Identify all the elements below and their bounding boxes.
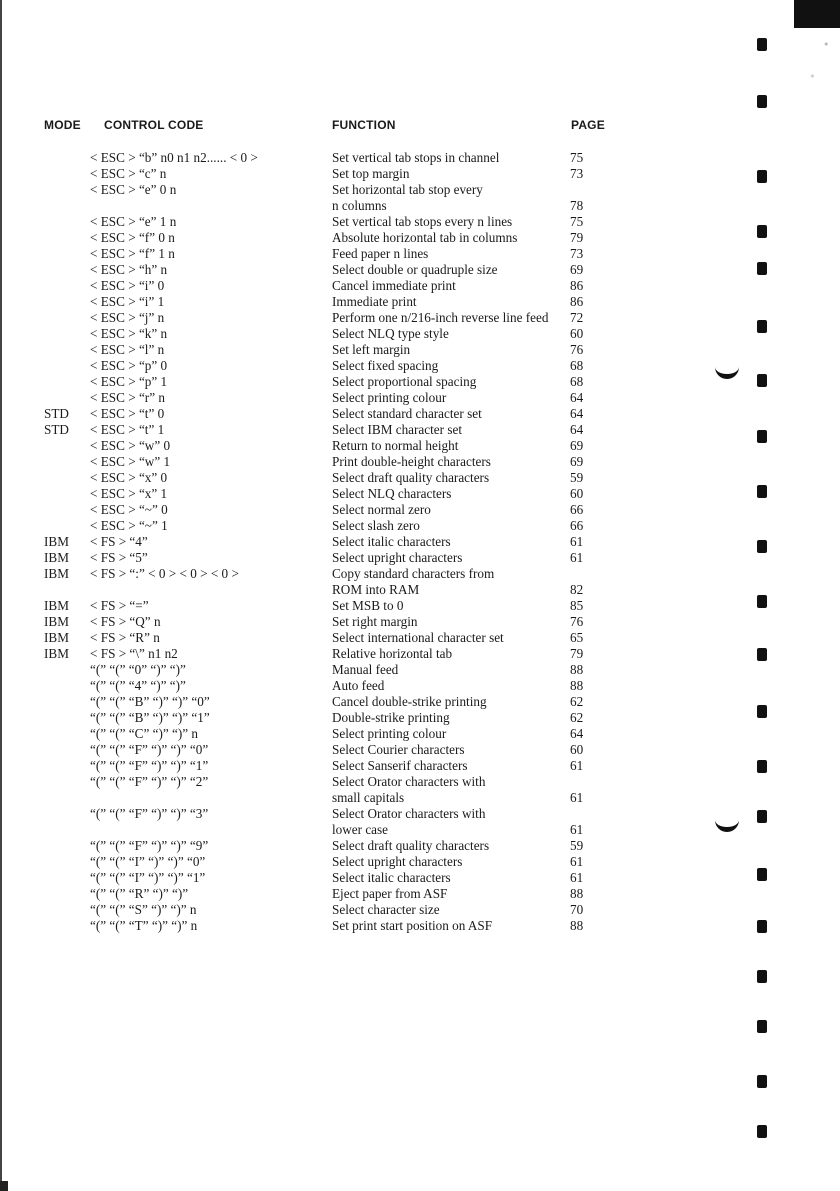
row-mode: STD <box>44 406 69 421</box>
row-function-line: Set top margin <box>332 166 410 181</box>
row-page: 61 <box>570 854 584 869</box>
row-function <box>332 166 409 182</box>
row-control-code: < ESC > “b” n0 n1 n2...... < 0 > <box>90 150 258 165</box>
row-page: 79 <box>570 646 584 661</box>
table-row <box>0 534 840 550</box>
row-function-line: Print double-height characters <box>332 454 491 469</box>
binder-hole <box>757 262 767 275</box>
row-page: 60 <box>570 486 584 501</box>
table-row <box>0 486 840 502</box>
row-function <box>332 534 451 550</box>
row-function <box>332 438 458 454</box>
row-function <box>332 342 410 358</box>
table-row <box>0 598 840 614</box>
row-mode: IBM <box>44 598 69 613</box>
row-function-line: lower case <box>332 822 389 837</box>
table-row <box>0 662 840 678</box>
binder-hole <box>757 38 767 51</box>
row-function-line: Select italic characters <box>332 534 451 549</box>
row-function <box>332 566 494 598</box>
row-function <box>332 550 462 566</box>
row-page: 72 <box>570 310 584 325</box>
row-function-line: Set MSB to 0 <box>332 598 404 613</box>
table-row <box>0 678 840 694</box>
table-row <box>0 742 840 758</box>
row-function <box>332 870 451 886</box>
row-control-code: < ESC > “c” n <box>90 166 167 181</box>
row-function <box>332 662 398 678</box>
row-control-code: “(” “(” “4” “)” “)” <box>90 678 186 693</box>
row-control-code: “(” “(” “R” “)” “)” <box>90 886 189 901</box>
row-function-line: Select draft quality characters <box>332 838 490 853</box>
row-mode: IBM <box>44 534 69 549</box>
row-function <box>332 694 487 710</box>
row-page: 66 <box>570 502 584 517</box>
row-function-line: Select proportional spacing <box>332 374 477 389</box>
row-function-line: Select draft quality characters <box>332 470 490 485</box>
row-function <box>332 710 450 726</box>
row-function-line: Return to normal height <box>332 438 459 453</box>
row-control-code: “(” “(” “I” “)” “)” “0” <box>90 854 206 869</box>
row-function <box>332 406 482 422</box>
row-page: 66 <box>570 518 584 533</box>
row-control-code: < ESC > “l” n <box>90 342 165 357</box>
row-function-line: Select normal zero <box>332 502 431 517</box>
row-function <box>332 758 467 774</box>
row-function <box>332 774 485 806</box>
table-row <box>0 294 840 310</box>
row-function-line: Select international character set <box>332 630 504 645</box>
row-function <box>332 646 452 662</box>
row-function <box>332 518 420 534</box>
binder-hole <box>757 320 767 333</box>
row-control-code: < ESC > “i” 0 <box>90 278 165 293</box>
row-page: 61 <box>570 758 584 773</box>
row-control-code: < ESC > “w” 1 <box>90 454 171 469</box>
table-row <box>0 470 840 486</box>
row-function-line: Select Orator characters with <box>332 774 486 789</box>
table-row <box>0 182 840 214</box>
row-mode: IBM <box>44 566 69 581</box>
header-control-code: CONTROL CODE <box>104 118 204 132</box>
row-page: 78 <box>570 198 584 213</box>
table-row <box>0 886 840 902</box>
row-function-line: Select character size <box>332 902 440 917</box>
row-function <box>332 470 489 486</box>
row-control-code: < ESC > “t” 0 <box>90 406 165 421</box>
row-control-code: < FS > “=” <box>90 598 149 613</box>
row-function-line: Immediate print <box>332 294 417 309</box>
row-page: 61 <box>570 550 584 565</box>
table-row <box>0 694 840 710</box>
table-row <box>0 358 840 374</box>
row-function <box>332 486 451 502</box>
table-row <box>0 374 840 390</box>
table-row <box>0 854 840 870</box>
row-control-code: < FS > “4” <box>90 534 148 549</box>
row-function-line: Select Courier characters <box>332 742 465 757</box>
binder-hole <box>757 1020 767 1033</box>
row-control-code: “(” “(” “F” “)” “)” “2” <box>90 774 209 789</box>
table-row <box>0 502 840 518</box>
binder-hole <box>757 540 767 553</box>
row-control-code: < ESC > “x” 1 <box>90 486 168 501</box>
table-row <box>0 422 840 438</box>
row-control-code: “(” “(” “C” “)” “)” n <box>90 726 198 741</box>
table-header <box>0 118 840 134</box>
row-function <box>332 598 403 614</box>
row-control-code: < FS > “R” n <box>90 630 160 645</box>
row-function-line: Select fixed spacing <box>332 358 439 373</box>
header-function: FUNCTION <box>332 118 396 132</box>
row-page: 62 <box>570 694 584 709</box>
row-page: 70 <box>570 902 584 917</box>
row-function-line: Select NLQ type style <box>332 326 449 341</box>
row-control-code: “(” “(” “0” “)” “)” <box>90 662 186 677</box>
row-function <box>332 806 485 838</box>
row-function <box>332 150 499 166</box>
control-code-table <box>0 150 840 934</box>
table-row <box>0 774 840 806</box>
row-function <box>332 182 483 214</box>
row-function-line: Select standard character set <box>332 406 482 421</box>
binder-hole <box>757 1125 767 1138</box>
binder-hole <box>757 485 767 498</box>
row-function <box>332 214 512 230</box>
table-row <box>0 150 840 166</box>
row-function-line: Set vertical tab stops in channel <box>332 150 500 165</box>
table-row <box>0 550 840 566</box>
row-function-line: Set horizontal tab stop every <box>332 182 483 197</box>
row-function-line: Absolute horizontal tab in columns <box>332 230 518 245</box>
row-mode: IBM <box>44 646 69 661</box>
row-page: 64 <box>570 406 584 421</box>
row-page: 82 <box>570 582 584 597</box>
binder-hole <box>757 374 767 387</box>
table-row <box>0 806 840 838</box>
row-control-code: < FS > “:” < 0 > < 0 > < 0 > <box>90 566 239 581</box>
row-control-code: < ESC > “k” n <box>90 326 168 341</box>
row-function-line: Select IBM character set <box>332 422 462 437</box>
table-row <box>0 246 840 262</box>
row-page: 88 <box>570 662 584 677</box>
table-row <box>0 342 840 358</box>
row-function-line: Select Orator characters with <box>332 806 486 821</box>
row-function <box>332 262 498 278</box>
row-function-line: Select upright characters <box>332 854 463 869</box>
row-page: 68 <box>570 358 584 373</box>
table-row <box>0 566 840 598</box>
row-function-line: Set left margin <box>332 342 411 357</box>
row-mode: STD <box>44 422 69 437</box>
row-control-code: < ESC > “r” n <box>90 390 165 405</box>
row-control-code: < ESC > “~” 0 <box>90 502 168 517</box>
row-function <box>332 838 489 854</box>
row-control-code: < ESC > “h” n <box>90 262 168 277</box>
row-control-code: < ESC > “i” 1 <box>90 294 165 309</box>
row-function <box>332 454 491 470</box>
row-page: 65 <box>570 630 584 645</box>
scan-corner-shadow <box>794 0 840 28</box>
row-control-code: “(” “(” “T” “)” “)” n <box>90 918 198 933</box>
row-function <box>332 902 440 918</box>
row-control-code: “(” “(” “F” “)” “)” “0” <box>90 742 209 757</box>
row-function <box>332 246 428 262</box>
table-row <box>0 710 840 726</box>
row-function <box>332 230 517 246</box>
row-page: 64 <box>570 726 584 741</box>
row-control-code: < ESC > “f” 1 n <box>90 246 175 261</box>
table-row <box>0 438 840 454</box>
table-row <box>0 918 840 934</box>
row-page: 86 <box>570 278 584 293</box>
table-row <box>0 902 840 918</box>
row-function-line: Set right margin <box>332 614 418 629</box>
row-page: 76 <box>570 614 584 629</box>
row-control-code: “(” “(” “F” “)” “)” “9” <box>90 838 209 853</box>
table-row <box>0 214 840 230</box>
row-control-code: “(” “(” “S” “)” “)” n <box>90 902 197 917</box>
row-function-line: ROM into RAM <box>332 582 420 597</box>
row-function-line: Feed paper n lines <box>332 246 429 261</box>
row-function-line: Relative horizontal tab <box>332 646 453 661</box>
row-mode: IBM <box>44 550 69 565</box>
binder-hole <box>757 95 767 108</box>
table-row <box>0 454 840 470</box>
row-function-line: Perform one n/216-inch reverse line feed <box>332 310 549 325</box>
row-control-code: “(” “(” “B” “)” “)” “0” <box>90 694 210 709</box>
row-function-line: n columns <box>332 198 387 213</box>
row-page: 59 <box>570 470 584 485</box>
row-page: 60 <box>570 742 584 757</box>
row-page: 75 <box>570 150 584 165</box>
row-control-code: < ESC > “e” 1 n <box>90 214 177 229</box>
row-function-line: Auto feed <box>332 678 385 693</box>
row-function-line: Select double or quadruple size <box>332 262 498 277</box>
row-function-line: Select slash zero <box>332 518 420 533</box>
row-function-line: Select Sanserif characters <box>332 758 468 773</box>
scan-corner-mark <box>0 1181 8 1191</box>
row-page: 62 <box>570 710 584 725</box>
table-row <box>0 838 840 854</box>
binder-hole <box>757 430 767 443</box>
row-function <box>332 390 446 406</box>
row-function <box>332 614 417 630</box>
binder-hole <box>757 920 767 933</box>
row-function-line: Select printing colour <box>332 726 447 741</box>
row-function <box>332 678 384 694</box>
row-control-code: < ESC > “e” 0 n <box>90 182 177 197</box>
row-function <box>332 918 492 934</box>
row-page: 76 <box>570 342 584 357</box>
row-page: 85 <box>570 598 584 613</box>
row-page: 69 <box>570 454 584 469</box>
row-control-code: < ESC > “~” 1 <box>90 518 168 533</box>
row-function <box>332 886 447 902</box>
row-page: 69 <box>570 438 584 453</box>
row-function <box>332 294 417 310</box>
table-row <box>0 646 840 662</box>
row-control-code: < FS > “\” n1 n2 <box>90 646 178 661</box>
row-function <box>332 726 446 742</box>
table-row <box>0 262 840 278</box>
row-page: 75 <box>570 214 584 229</box>
row-control-code: < ESC > “t” 1 <box>90 422 165 437</box>
row-page: 88 <box>570 918 584 933</box>
row-control-code: < ESC > “p” 0 <box>90 358 168 373</box>
row-control-code: < ESC > “x” 0 <box>90 470 168 485</box>
row-page: 88 <box>570 886 584 901</box>
row-page: 79 <box>570 230 584 245</box>
row-function-line: Set vertical tab stops every n lines <box>332 214 513 229</box>
table-row <box>0 390 840 406</box>
binder-hole <box>757 225 767 238</box>
row-page: 73 <box>570 246 584 261</box>
row-function <box>332 358 438 374</box>
row-page: 60 <box>570 326 584 341</box>
row-function-line: small capitals <box>332 790 405 805</box>
table-row <box>0 326 840 342</box>
binder-hole <box>757 970 767 983</box>
binder-hole <box>757 868 767 881</box>
row-function-line: Set print start position on ASF <box>332 918 493 933</box>
row-function <box>332 278 456 294</box>
table-row <box>0 230 840 246</box>
row-function-line: Select italic characters <box>332 870 451 885</box>
header-page: PAGE <box>571 118 605 132</box>
table-row <box>0 278 840 294</box>
row-function-line: Cancel double-strike printing <box>332 694 487 709</box>
row-function <box>332 326 449 342</box>
row-function <box>332 422 462 438</box>
binder-hole <box>757 648 767 661</box>
row-control-code: < ESC > “w” 0 <box>90 438 171 453</box>
row-page: 88 <box>570 678 584 693</box>
header-mode: MODE <box>44 118 81 132</box>
row-function-line: Select printing colour <box>332 390 447 405</box>
row-mode: IBM <box>44 630 69 645</box>
row-function-line: Select NLQ characters <box>332 486 452 501</box>
row-function-line: Cancel immediate print <box>332 278 456 293</box>
table-row <box>0 310 840 326</box>
row-function <box>332 630 504 646</box>
row-control-code: “(” “(” “I” “)” “)” “1” <box>90 870 206 885</box>
row-mode: IBM <box>44 614 69 629</box>
row-function <box>332 310 548 326</box>
row-control-code: “(” “(” “B” “)” “)” “1” <box>90 710 210 725</box>
table-row <box>0 630 840 646</box>
table-row <box>0 758 840 774</box>
binder-hole <box>757 595 767 608</box>
table-row <box>0 406 840 422</box>
table-row <box>0 726 840 742</box>
row-control-code: < FS > “5” <box>90 550 148 565</box>
row-page: 68 <box>570 374 584 389</box>
table-row <box>0 518 840 534</box>
row-function <box>332 854 462 870</box>
row-control-code: < ESC > “j” n <box>90 310 165 325</box>
binder-hole <box>757 760 767 773</box>
row-control-code: “(” “(” “F” “)” “)” “3” <box>90 806 209 821</box>
row-control-code: < FS > “Q” n <box>90 614 161 629</box>
row-control-code: < ESC > “p” 1 <box>90 374 168 389</box>
row-page: 73 <box>570 166 584 181</box>
row-page: 61 <box>570 822 584 837</box>
row-page: 61 <box>570 870 584 885</box>
row-page: 64 <box>570 422 584 437</box>
row-page: 64 <box>570 390 584 405</box>
table-row <box>0 166 840 182</box>
row-function <box>332 502 431 518</box>
row-function-line: Select upright characters <box>332 550 463 565</box>
row-page: 61 <box>570 534 584 549</box>
binder-hole <box>757 170 767 183</box>
row-page: 86 <box>570 294 584 309</box>
row-control-code: “(” “(” “F” “)” “)” “1” <box>90 758 209 773</box>
binder-hole <box>757 705 767 718</box>
row-function-line: Manual feed <box>332 662 399 677</box>
scan-speckle <box>794 28 840 108</box>
binder-hole <box>757 1075 767 1088</box>
table-row <box>0 870 840 886</box>
row-page: 69 <box>570 262 584 277</box>
table-row <box>0 614 840 630</box>
row-function-line: Copy standard characters from <box>332 566 495 581</box>
row-page: 61 <box>570 790 584 805</box>
row-function <box>332 742 465 758</box>
row-function <box>332 374 476 390</box>
row-function-line: Eject paper from ASF <box>332 886 448 901</box>
row-control-code: < ESC > “f” 0 n <box>90 230 175 245</box>
row-function-line: Double-strike printing <box>332 710 450 725</box>
row-page: 59 <box>570 838 584 853</box>
binder-hole <box>757 810 767 823</box>
